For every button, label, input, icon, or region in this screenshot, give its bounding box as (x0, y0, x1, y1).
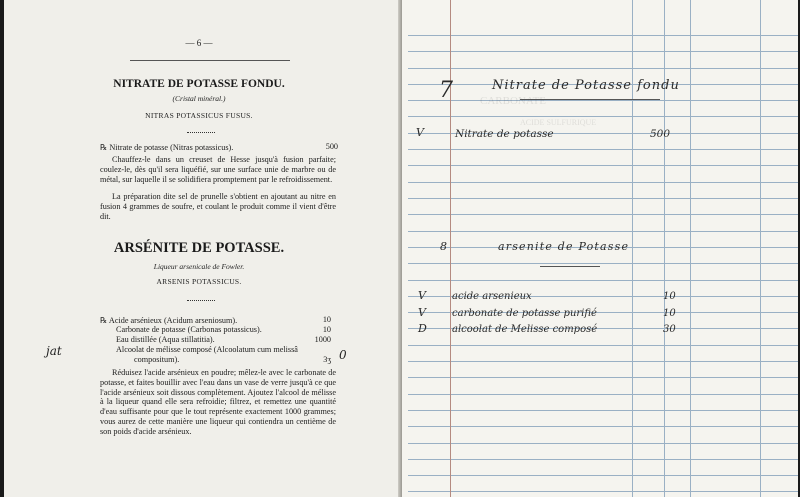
ingredient-row: ℞ Acide arsénieux (Acidum arseniosum). (100, 316, 238, 325)
ledger-rule (408, 491, 798, 492)
ledger-column-line (664, 0, 665, 497)
ingredient-qty: 10 (322, 325, 331, 334)
entry2-row-name: acide arsenieux (452, 291, 532, 302)
section1-para2: La préparation dite sel de prunelle s'obtient en ajoutant au nitre en fusion 4 grammes de soufre, et coulant le produit comme il vient d'être dit. (100, 192, 336, 221)
entry1-check: V (416, 126, 424, 139)
entry2-row-qty: 10 (663, 291, 676, 302)
entry2-title-underline (540, 266, 600, 267)
ledger-rule (408, 165, 798, 166)
ingredient-qty: 3ʒ (323, 355, 331, 364)
separator (187, 132, 215, 133)
section2-latin: ARSENIS POTASSICUS. (156, 277, 242, 286)
entry1-title: Nitrate de Potasse fondu (492, 78, 680, 93)
ledger-rule (408, 263, 798, 264)
entry2-row-name: carbonate de potasse purifié (452, 308, 597, 319)
ledger-rule (408, 459, 798, 460)
header-rule (130, 60, 290, 61)
ledger-rule (408, 443, 798, 444)
entry1-qty: 500 (650, 128, 671, 140)
section2-para: Réduisez l'acide arsénieux en poudre; mêlez-le avec le carbonate de potasse, et faites bouillir avec l'eau dans un vase de verre jusqu'à ce que l'acide arsénieux soit dissous complètement. Ajoutez l'alcool de mélisse à la liqueur quand elle sera refroidie; filtrez, et remettez une quantité d'eau suffisante pour que le tout représente exactement 1000 grammes; vous aurez de cette manière une liqueur qui contiendra un centième de son poids d'acide arsénieux. (100, 368, 336, 436)
entry2-row-mark: V (418, 306, 426, 319)
bleed-through: ACIDE SULFURIQUE (520, 118, 597, 127)
entry2-row-mark: D (418, 322, 427, 335)
ledger-rule (408, 68, 798, 69)
ingredient-qty: 10 (322, 315, 331, 324)
margin-note-right: 0 (339, 348, 347, 362)
ledger-rule (408, 100, 798, 101)
ledger-rule (408, 116, 798, 117)
entry2-row-mark: V (418, 289, 426, 302)
ledger-rule (408, 426, 798, 427)
section1-latin: NITRAS POTASSICUS FUSUS. (145, 111, 253, 120)
ledger-column-line (690, 0, 691, 497)
ledger-rule (408, 377, 798, 378)
ingredient-nitrate: ℞ Nitrate de potasse (Nitras potassicus). (100, 143, 234, 152)
section1-subtitle: (Cristal minéral.) (172, 94, 226, 103)
ledger-rule (408, 345, 798, 346)
ledger-column-line (760, 0, 761, 497)
ledger-rule (408, 361, 798, 362)
margin-note-left: jat (46, 344, 62, 358)
ingredient-row: compositum). (134, 355, 180, 364)
page-number: — 6 — (185, 38, 213, 48)
ledger-rule (408, 475, 798, 476)
ledger-margin-line (450, 0, 451, 497)
ledger-column-line (632, 0, 633, 497)
ledger-rule (408, 51, 798, 52)
section1-title: NITRATE DE POTASSE FONDU. (113, 78, 285, 90)
separator (187, 300, 215, 301)
entry2-row-qty: 10 (663, 308, 676, 319)
entry2-row-qty: 30 (663, 324, 676, 335)
ledger-rule (408, 35, 798, 36)
section2-subtitle: Liqueur arsenicale de Fowler. (153, 262, 245, 271)
ledger-rule (408, 280, 798, 281)
ledger-rule (408, 394, 798, 395)
entry2-number: 8 (440, 240, 447, 253)
section1-para1: Chauffez-le dans un creuset de Hesse jusqu'à fusion parfaite; coulez-le, dès qu'il sera liquéfié, sur une surface unie de marbre ou de métal, sur laquelle il se solidifiera promptement par le refroidissement. (100, 155, 336, 184)
entry1-ingredient: Nitrate de potasse (455, 128, 554, 140)
entry2-title: arsenite de Potasse (498, 240, 630, 253)
ledger-rule (408, 214, 798, 215)
ledger-rule (408, 198, 798, 199)
ledger-rule (408, 231, 798, 232)
ledger-rule (408, 149, 798, 150)
ledger-rule (408, 182, 798, 183)
bleed-through: CARBONATE (480, 95, 547, 107)
ledger-rule (408, 410, 798, 411)
ingredient-row: Carbonate de potasse (Carbonas potassicus). (116, 325, 262, 334)
ingredient-nitrate-qty: 500 (325, 142, 338, 151)
ingredient-qty: 1000 (314, 335, 331, 344)
entry1-number: 7 (439, 78, 453, 103)
ingredient-row: Eau distillée (Aqua stillatitia). (116, 335, 215, 344)
entry2-row-name: alcoolat de Melisse composé (452, 324, 598, 335)
entry1-title-underline (520, 99, 660, 100)
section2-title: ARSÉNITE DE POTASSE. (113, 240, 285, 256)
ingredient-row: Alcoolat de mélisse composé (Alcoolatum cum melissâ (116, 345, 298, 354)
